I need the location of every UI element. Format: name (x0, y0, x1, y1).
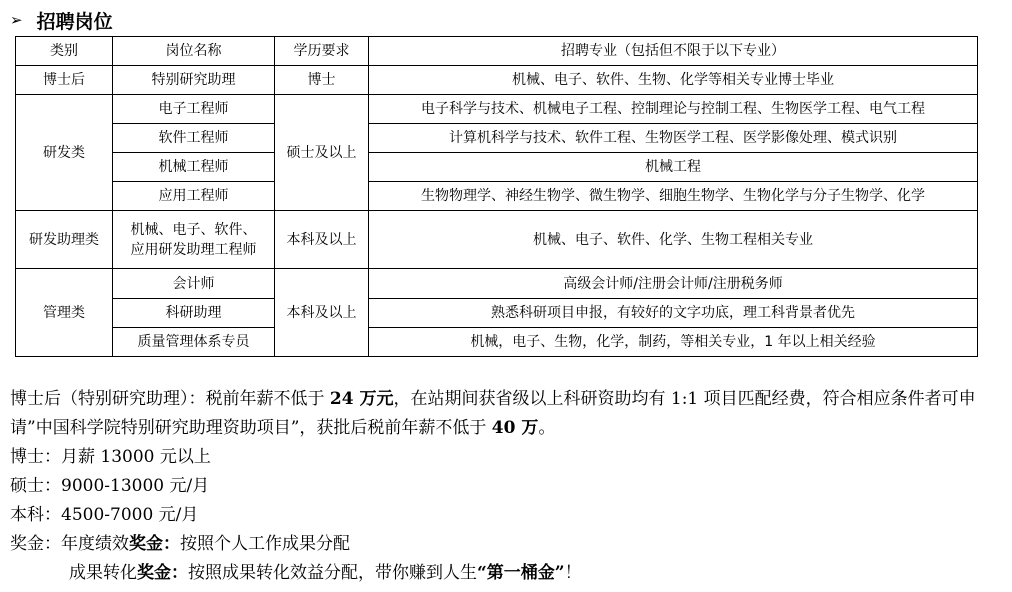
bachelor-salary: 本科：4500-7000 元/月 (10, 505, 199, 525)
position-cell: 科研助理 (113, 299, 275, 328)
position-line: 应用研发助理工程师 (130, 241, 257, 258)
postdoc-salary-note (10, 385, 1005, 443)
note-text: 成果转化 (69, 563, 137, 583)
table-row (16, 153, 978, 182)
category-cell: 博士后 (16, 66, 113, 95)
header-position: 岗位名称 (113, 37, 275, 66)
bonus-line-annual (10, 530, 1005, 559)
bonus-label: 奖金： (10, 534, 61, 554)
category-cell: 管理类 (16, 269, 113, 357)
major-cell: 熟悉科研项目申报，有较好的文字功底，理工科背景者优先 (369, 299, 978, 328)
table-row (16, 124, 978, 153)
note-text: ！ (564, 563, 582, 583)
category-cell: 研发助理类 (16, 211, 113, 269)
degree-cell: 硕士及以上 (275, 95, 369, 211)
bonus-line-transfer (10, 559, 1005, 588)
master-salary: 硕士：9000-13000 元/月 (10, 476, 210, 496)
table-header-row (16, 37, 978, 66)
position-cell (113, 211, 275, 269)
phd-salary: 博士：月薪 13000 元以上 (10, 447, 211, 467)
header-degree: 学历要求 (275, 37, 369, 66)
recruitment-table (15, 36, 978, 357)
position-cell: 软件工程师 (113, 124, 275, 153)
major-cell: 机械、电子、软件、化学、生物工程相关专业 (369, 211, 978, 269)
degree-cell: 博士 (275, 66, 369, 95)
bonus-keyword: 奖金： (137, 563, 188, 583)
table-row (16, 66, 978, 95)
major-cell: 机械、电子、软件、生物、化学等相关专业博士毕业 (369, 66, 978, 95)
section-heading (10, 6, 113, 34)
major-cell: 电子科学与技术、机械电子工程、控制理论与控制工程、生物医学工程、电气工程 (369, 95, 978, 124)
position-cell: 机械工程师 (113, 153, 275, 182)
position-cell: 质量管理体系专员 (113, 328, 275, 357)
bonus-keyword: 奖金： (129, 534, 180, 554)
category-cell: 研发类 (16, 95, 113, 211)
table-row (16, 211, 978, 269)
table-row (16, 269, 978, 299)
major-cell: 高级会计师/注册会计师/注册税务师 (369, 269, 978, 299)
note-text: 。 (538, 418, 556, 438)
arrow-bullet-icon: ➢ (10, 10, 23, 29)
table-row (16, 95, 978, 124)
postdoc-approved-salary: 40 万 (491, 418, 539, 438)
table-row (16, 328, 978, 357)
major-cell: 机械工程 (369, 153, 978, 182)
position-line: 机械、电子、软件、 (130, 221, 257, 238)
position-cell: 会计师 (113, 269, 275, 299)
section-title: 招聘岗位 (36, 10, 113, 33)
table-row (16, 299, 978, 328)
note-text: ，在站期间获省级以上科研资助均有 1:1 项目匹配经费，符合相应条件者可申请”中国科学院特别研究助理资助项目”，获批后税前年薪不低于 (10, 389, 976, 438)
header-major: 招聘专业（包括但不限于以下专业） (369, 37, 978, 66)
first-pot-of-gold: “第一桶金” (477, 563, 565, 583)
header-category: 类别 (16, 37, 113, 66)
position-cell: 特别研究助理 (113, 66, 275, 95)
note-text: 年度绩效 (61, 534, 129, 554)
major-cell: 生物物理学、神经生物学、微生物学、细胞生物学、生物化学与分子生物学、化学 (369, 182, 978, 211)
note-text: 按照个人工作成果分配 (180, 534, 350, 554)
table-row (16, 182, 978, 211)
note-text: 博士后（特别研究助理）：税前年薪不低于 (10, 389, 330, 409)
major-cell: 计算机科学与技术、软件工程、生物医学工程、医学影像处理、模式识别 (369, 124, 978, 153)
degree-cell: 本科及以上 (275, 211, 369, 269)
postdoc-salary-amount: 24 万元 (329, 389, 394, 409)
note-text: 按照成果转化效益分配，带你赚到人生 (188, 563, 477, 583)
major-cell: 机械，电子、生物，化学，制药，等相关专业，1 年以上相关经验 (369, 328, 978, 357)
degree-cell: 本科及以上 (275, 269, 369, 357)
position-cell: 电子工程师 (113, 95, 275, 124)
salary-notes (10, 385, 1005, 588)
position-cell: 应用工程师 (113, 182, 275, 211)
